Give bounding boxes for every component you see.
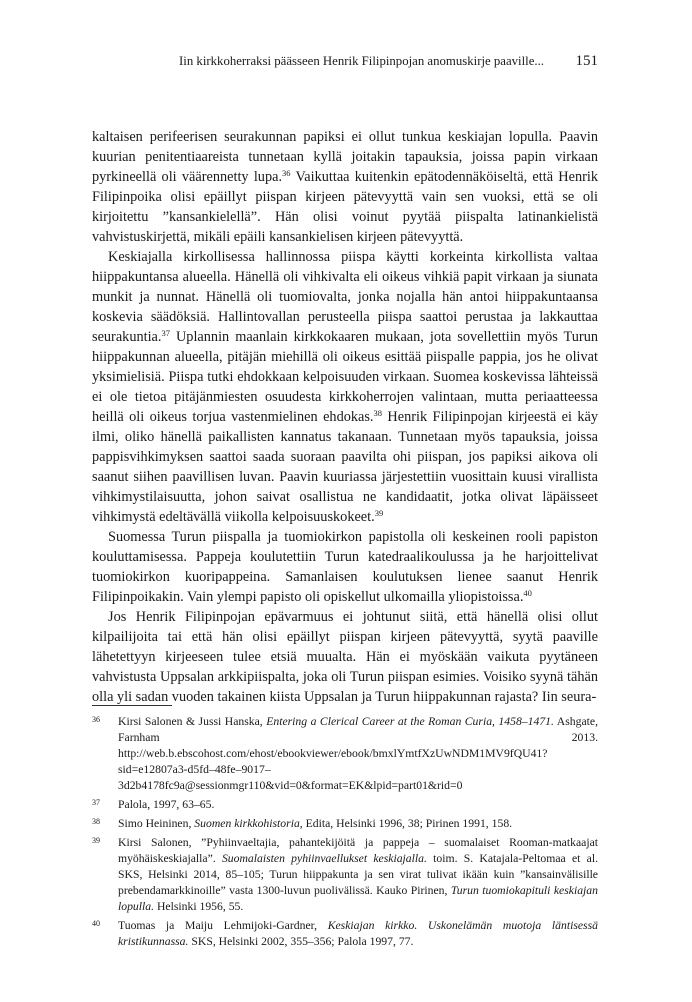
italic-text: Entering a Clerical Career at the Roman Curia, 1458–1471.: [266, 715, 554, 728]
italic-text: Turun tuomiokapituli keskiajan lopulla.: [118, 884, 598, 913]
text-run: kaltaisen perifeerisen seurakunnan papiksi ei ollut tunkua keskiajan lopulla. Paavin kuurian penitentiaareista tunnetaan kyllä joitakin tapauksia, joissa papin virkaan pyrkineellä oli väärennetty lupa.: [92, 129, 598, 185]
footnote: [92, 816, 598, 832]
text-run: toim. S. Katajala-Peltomaa et al. SKS, Helsinki 2014, 85–105; Turun hiippakunta ja sen virat tulivat ikään kuin ”kansainvälisille prebendamarkkinoille” vasta 1300-luvun puolivälissä. Kauko Pirinen,: [118, 852, 598, 897]
footnote-number: 37: [92, 798, 100, 807]
footnote: [92, 797, 598, 813]
text-run: Kirsi Salonen & Jussi Hanska,: [118, 715, 267, 728]
footnote-number: 36: [92, 715, 100, 724]
paragraph: [92, 527, 598, 607]
text-run: Suomessa Turun piispalla ja tuomiokirkon papistolla oli keskeinen rooli papiston kouluttamisessa. Pappeja koulutettiin Turun katedraalikoulussa ja he harjoittelivat tuomiokirkon kuoripappeina. Samanlaisen koulutuksen lienee saanut Henrik Filipinpoikakin. Vain ylempi papisto oli opiskellut ulkomailla yliopistoissa.: [92, 529, 598, 605]
text-run: Vaikuttaa kuitenkin epätodennäköiseltä, että Henrik Filipinpoika olisi epäillyt piispan kirjeen pätevyyttä vain sen vuoksi, että se oli kirjoitettu ”kansankielellä”. Hän olisi voinut pyytää piispalta latinankielistä vahvistuskirjettä, mikäli epäili kansankielisen kirjeen pätevyyttä.: [92, 169, 598, 245]
italic-text: Suomalaisten pyhiinvaellukset keskiajalla.: [221, 852, 427, 865]
footnote-text: [118, 836, 598, 913]
text-run: Tuomas ja Maiju Lehmijoki-Gardner,: [118, 919, 328, 932]
footnote: [92, 714, 598, 794]
paragraph: [92, 607, 598, 707]
page-number: 151: [575, 53, 598, 69]
footnote-divider: [92, 705, 172, 706]
footnote-ref: 40: [523, 588, 532, 598]
footnote-number: 38: [92, 817, 100, 826]
text-run: Simo Heininen,: [118, 817, 195, 830]
footnote-text: [118, 798, 214, 811]
footnote-text: [118, 715, 598, 792]
running-title: Iin kirkkoherraksi päässeen Henrik Filipinpojan anomuskirje paaville...: [179, 54, 544, 68]
text-run: Uplannin maanlain kirkkokaaren mukaan, jota sovellettiin myös Turun hiippakunnan alueella, pitäjän miehillä oli oikeus esittää piispalle pappia, jos he olivat yksimielisiä. Piispa tutki ehdokkaan kelpoisuuden virkaan. Suomea koskevissa lähteissä ei ole tietoa pitäjänmiesten osuudesta kirkkoherrojen valintaan, mutta periaatteessa heillä oli oikeus torjua vastenmielinen ehdokas.: [92, 329, 598, 425]
footnote-number: 40: [92, 919, 100, 928]
italic-text: Suomen kirkkohistoria: [194, 817, 300, 830]
text-run: Henrik Filipinpojan kirjeestä ei käy ilmi, oliko hänellä paikallisten kannatus takanaan. Tunnetaan myös tapauksia, joissa pappisvihkimyksen saattoi saada suoraan paavilta ohi piispan, jos papiksi aikova oli saanut siihen paavillisen luvan. Paavin kuuriassa järjestettiin vuosittain kuusi virallista vihkimystilaisuutta, johon saivat osallistua ne kandidaatit, jotka olivat läpäisseet vihkimystä edeltävällä viikolla kelpoisuuskokeet.: [92, 409, 598, 525]
text-run: Kirsi Salonen, ”Pyhiinvaeltajia, pahantekijöitä ja pappeja – suomalaiset Rooman-matkaajat myöhäiskeskiajalla”.: [118, 836, 598, 865]
italic-text: Keskiajan kirkko. Uskonelämän muotoja läntisessä kristikunnassa.: [118, 919, 598, 948]
paragraph: [92, 247, 598, 527]
footnote-number: 39: [92, 836, 100, 845]
footnote-ref: 39: [374, 508, 384, 518]
footnotes: [92, 714, 598, 953]
text-run: SKS, Helsinki 2002, 355–356; Palola 1997, 77.: [188, 935, 414, 948]
footnote-ref: 37: [161, 328, 170, 338]
footnote-text: [118, 817, 512, 830]
footnote-ref: 38: [373, 408, 382, 418]
running-header: [92, 50, 598, 72]
text-run: Helsinki 1956, 55.: [154, 900, 244, 913]
footnote: [92, 835, 598, 915]
paragraph: [92, 127, 598, 247]
text-run: Ashgate, Farnham 2013. http://web.b.ebscohost.com/ehost/ebookviewer/ebook/bmxlYmtfXzUwNDM1MV9fQU41?sid=e12807a3-d5fd–48fe–9017–3d2b4178fc9a@sessionmgr110&vid=0&format=EK&lpid=part01&rid=0: [118, 715, 599, 792]
footnote-text: [118, 919, 598, 948]
text-run: Jos Henrik Filipinpojan epävarmuus ei johtunut siitä, että hänellä olisi ollut kilpailijoita tai että hän olisi epäillyt piispan kirjeen pätevyyttä, syytä paaville lähetettyyn kirjeeseen tulee etsiä muualta. Hän ei myöskään vaikuta pyytäneen vahvistusta Uppsalan arkkipiispalta, joka oli Turun piispan esimies. Voisiko syynä tähän olla yli sadan vuoden takainen kiista Uppsalan ja Turun hiippakunnan rajasta? Iin seura-: [92, 609, 598, 705]
text-run: Palola, 1997, 63–65.: [118, 798, 215, 811]
body-text: [92, 127, 598, 707]
footnote: [92, 918, 598, 950]
footnote-ref: 36: [282, 168, 291, 178]
text-run: Keskiajalla kirkollisessa hallinnossa piispa käytti korkeinta kirkollista valtaa hiippakuntansa alueella. Hänellä oli vihkivalta eli oikeus vihkiä papit virkaan ja siunata munkit ja nunnat. Hänellä oli tuomiovalta, jonka nojalla hän antoi hiippakuntaansa koskevia säädöksiä. Hallintovallan perusteella piispa saattoi perustaa ja lakkauttaa seurakuntia.: [92, 249, 598, 345]
text-run: , Edita, Helsinki 1996, 38; Pirinen 1991, 158.: [299, 817, 513, 830]
